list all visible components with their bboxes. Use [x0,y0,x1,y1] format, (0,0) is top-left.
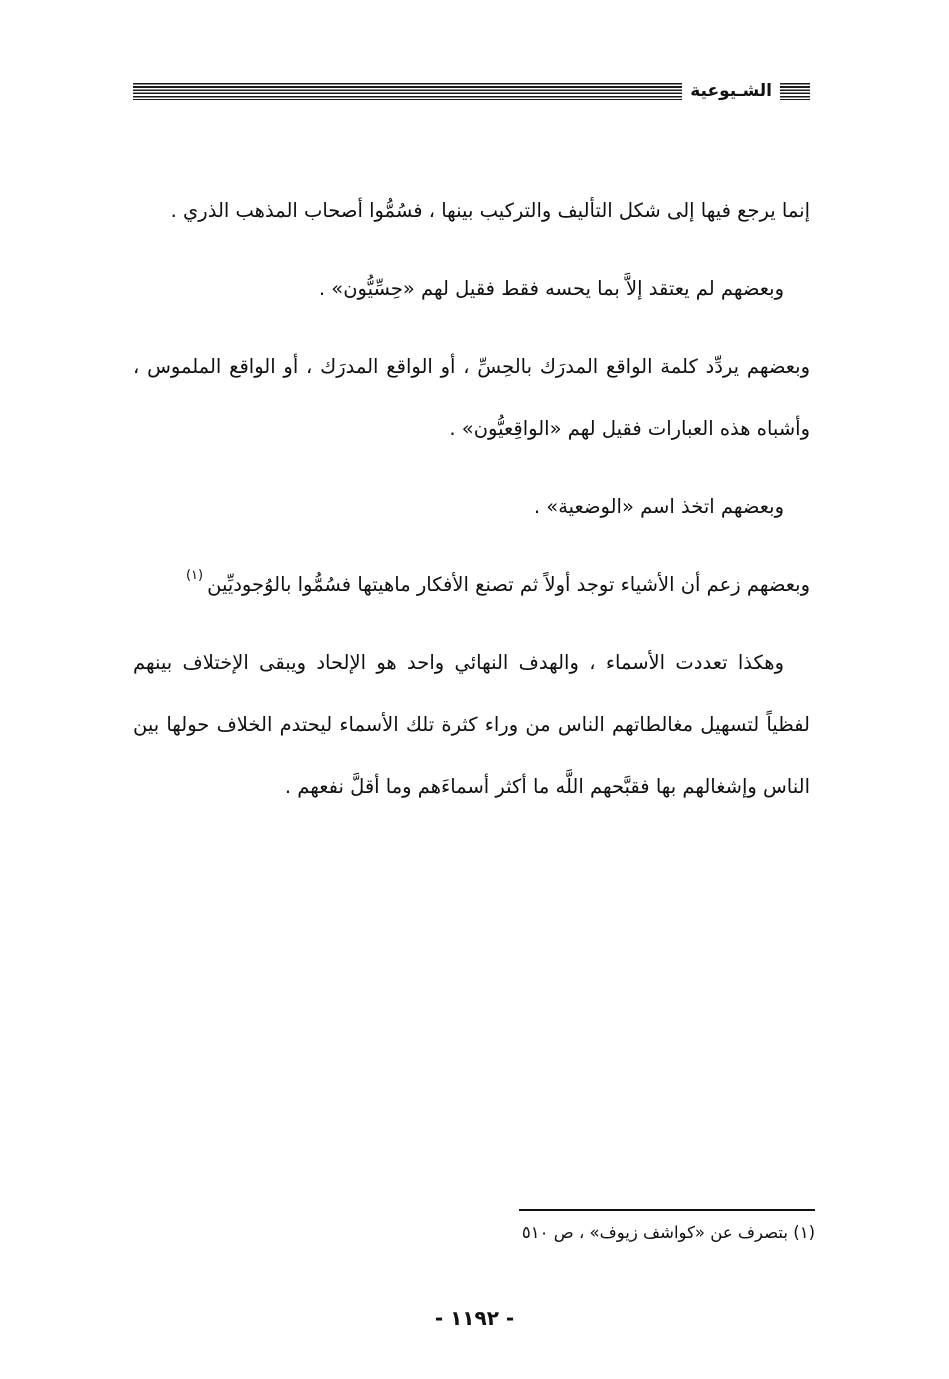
running-header [133,78,810,104]
paragraph-5 [133,554,810,616]
paragraph-2: وبعضهم لم يعتقد إلاَّ بما يحسه فقط فقيل لهم «حِسِّيُّون» . [318,277,784,300]
paragraph-4: وبعضهم اتخذ اسم «الوضعية» . [533,495,784,518]
page-number: - ١١٩٢ - [434,1306,515,1330]
footnote-separator [519,1209,815,1211]
paragraph-5-text: وبعضهم زعم أن الأشياء توجد أولاً ثم تصنع الأفكار ماهيتها فسُمُّوا بالوُجوديِّين [207,573,810,596]
header-rule-right [780,83,810,100]
paragraph-1: إنما يرجع فيها إلى شكل التأليف والتركيب بينها ، فسُمُّوا أصحاب المذهب الذري . [170,199,810,222]
footnote: (١) بتصرف عن «كواشف زيوف» ، ص ٥١٠ [521,1223,815,1242]
footnote-reference: (١) [185,568,204,583]
header-rule-left [133,83,682,100]
paragraph-6: وهكذا تعددت الأسماء ، والهدف النهائي واحد هو الإلحاد ويبقى الإختلاف بينهم لفظياً لتسهيل مغالطاتهم الناس من وراء كثرة تلك الأسماء ليحتدم الخلاف حولها بين الناس وإشغالهم بها فقبَّحهم اللَّه ما أكثر أسماءَهم وما أقلَّ نفعهم . [133,651,810,798]
main-text [133,180,810,834]
paragraph-3: وبعضهم يردِّد كلمة الواقع المدرَك بالحِسِّ ، أو الواقع المدرَك ، أو الواقع الملموس ، وأشباه هذه العبارات فقيل لهم «الواقِعيُّون» . [133,355,810,440]
running-header-title: الشـيوعية [690,80,772,101]
